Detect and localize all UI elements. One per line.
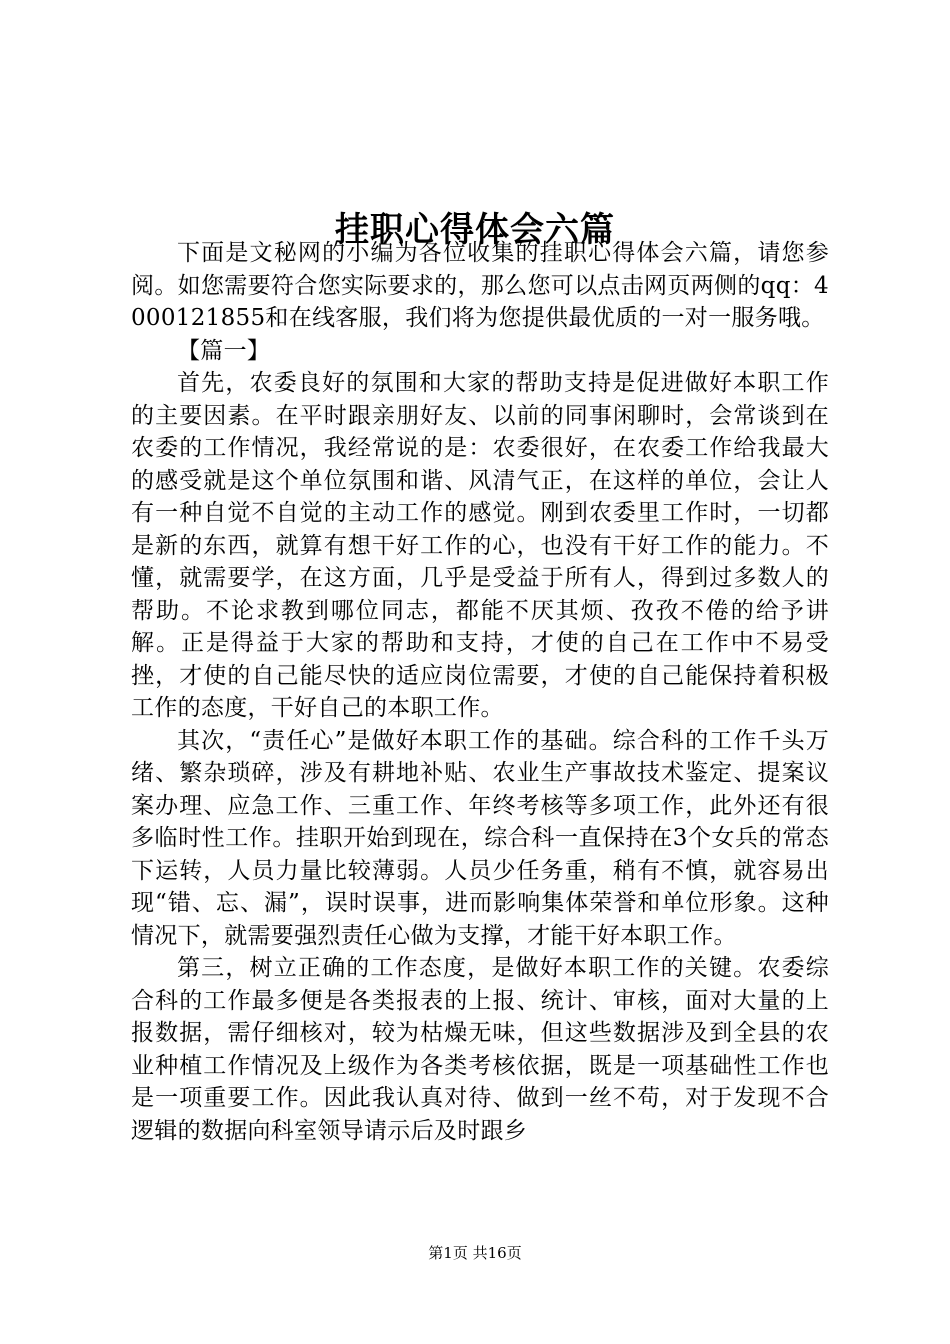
body-paragraph: 首先，农委良好的氛围和大家的帮助支持是促进做好本职工作的主要因素。在平时跟亲朋好友、以前的同事闲聊时，会常谈到在农委的工作情况，我经常说的是：农委很好，在农委工作给我最大的感受就是这个单位氛围和谐、风清气正，在这样的单位，会让人有一种自觉不自觉的主动工作的感觉。刚到农委里工作时，一切都是新的东西，就算有想干好工作的心，也没有干好工作的能力。不懂，就需要学，在这方面，几乎是受益于所有人，得到过多数人的帮助。不论求教到哪位同志，都能不厌其烦、孜孜不倦的给予讲解。正是得益于大家的帮助和支持，才使的自己在工作中不易受挫，才使的自己能尽快的适应岗位需要，才使的自己能保持着积极工作的态度，干好自己的本职工作。 bbox=[131, 370, 829, 721]
document-body bbox=[131, 237, 829, 1147]
page-number-footer: 第1页 共16页 bbox=[428, 1244, 522, 1262]
intro-paragraph: 下面是文秘网的小编为各位收集的挂职心得体会六篇，请您参阅。如您需要符合您实际要求的，那么您可以点击网页两侧的qq：4000121855和在线客服，我们将为您提供最优质的一对一服务哦。 bbox=[131, 240, 829, 331]
body-paragraph: 第三，树立正确的工作态度，是做好本职工作的关键。农委综合科的工作最多便是各类报表的上报、统计、审核，面对大量的上报数据，需仔细核对，较为枯燥无味，但这些数据涉及到全县的农业种植工作情况及上级作为各类考核依据，既是一项基础性工作也是一项重要工作。因此我认真对待、做到一丝不苟，对于发现不合逻辑的数据向科室领导请示后及时跟乡 bbox=[131, 955, 829, 1144]
section-heading: 【篇一】 bbox=[177, 337, 271, 364]
document-title: 挂职心得体会六篇 bbox=[335, 209, 615, 250]
body-paragraph: 其次，“责任心”是做好本职工作的基础。综合科的工作千头万绪、繁杂琐碎，涉及有耕地补贴、农业生产事故技术鉴定、提案议案办理、应急工作、三重工作、年终考核等多项工作，此外还有很多临时性工作。挂职开始到现在，综合科一直保持在3个女兵的常态下运转，人员力量比较薄弱。人员少任务重，稍有不慎，就容易出现“错、忘、漏”，误时误事，进而影响集体荣誉和单位形象。这种情况下，就需要强烈责任心做为支撑，才能干好本职工作。 bbox=[131, 727, 829, 949]
